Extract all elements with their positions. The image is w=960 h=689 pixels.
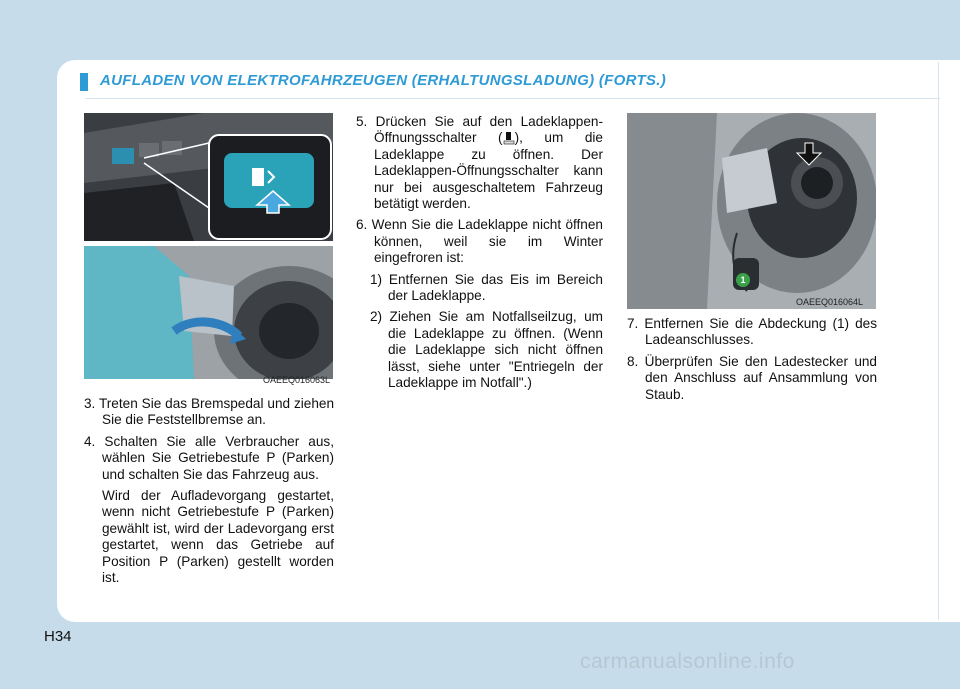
charge-door-illustration xyxy=(84,246,333,379)
figure-charge-door xyxy=(84,246,333,379)
interior-photo-illustration xyxy=(84,113,333,241)
charging-port-illustration xyxy=(627,113,876,309)
step-5 xyxy=(356,114,603,212)
title-accent-bar xyxy=(80,73,88,91)
column-3-text xyxy=(627,316,877,408)
step-5-part-a: 5. Drücken Sie auf den Ladeklappen-Öffnungsschalter ( xyxy=(356,114,603,146)
step-8: 8. Überprüfen Sie den Ladestecker und den Anschluss auf Ansammlung von Staub. xyxy=(627,353,877,402)
step-7: 7. Entfernen Sie die Abdeckung (1) des Ladeanschlusses. xyxy=(627,316,877,348)
column-1-text xyxy=(84,396,334,591)
column-2-text xyxy=(356,114,603,397)
page-number: H34 xyxy=(44,628,72,645)
step-4-note: Wird der Aufladevorgang gestartet, wenn nicht Getriebestufe P (Parken) gewählt ist, wird der Ladevorgang erst gestartet, wenn das Getriebe auf Position P (Parken) gestellt worden ist. xyxy=(102,488,334,586)
watermark: carmanualsonline.info xyxy=(580,650,795,673)
figure-caption-left: OAEEQ016063L xyxy=(263,375,331,385)
side-rule xyxy=(938,62,939,620)
figure-caption-right: OAEEQ016064L xyxy=(796,297,864,307)
title-divider xyxy=(85,98,940,99)
figure-charging-port xyxy=(627,113,876,309)
step-5-part-b: ), um die Ladeklappe zu öffnen. Der Ladeklappen-Öffnungsschalter kann nur bei ausgeschaltetem Fahrzeug betätigt werden. xyxy=(374,130,603,212)
callout-number-1: 1 xyxy=(736,273,750,287)
step-6-2: 2) Ziehen Sie am Notfallseilzug, um die Ladeklappe zu öffnen. (Wenn die Ladeklappe sich nicht öffnen lässt, siehe unter "Entriegeln der Ladeklappe im Notfall".) xyxy=(370,309,603,391)
section-title: AUFLADEN VON ELEKTROFAHRZEUGEN (ERHALTUNGSLADUNG) (FORTS.) xyxy=(100,72,666,89)
figure-interior-switch xyxy=(84,113,333,241)
charge-door-switch-icon xyxy=(503,131,515,146)
step-4: 4. Schalten Sie alle Verbraucher aus, wählen Sie Getriebestufe P (Parken) und schalten Sie das Fahrzeug aus. xyxy=(84,433,334,482)
step-6-1: 1) Entfernen Sie das Eis im Bereich der Ladeklappe. xyxy=(370,271,603,304)
step-6: 6. Wenn Sie die Ladeklappe nicht öffnen können, weil sie im Winter eingefroren ist: xyxy=(356,217,603,266)
step-3: 3. Treten Sie das Bremspedal und ziehen Sie die Feststellbremse an. xyxy=(84,396,334,428)
